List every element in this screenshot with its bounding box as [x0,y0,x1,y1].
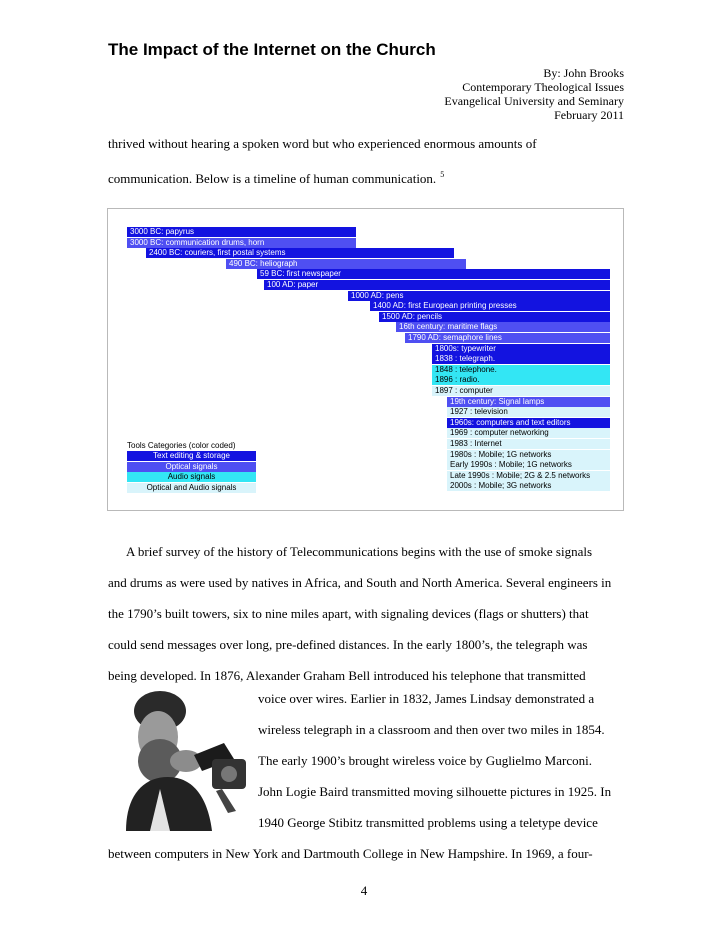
date: February 2011 [554,108,624,122]
body-line: 1940 George Stibitz transmitted problems using a teletype device [258,815,598,830]
alexander-graham-bell-photo [108,689,252,831]
document-title: The Impact of the Internet on the Church [108,40,436,59]
intro-paragraph [108,128,624,194]
timeline-bar: 1983 : Internet [447,439,610,449]
timeline-bar: 3000 BC: communication drums, horn [127,238,356,248]
author: By: John Brooks [543,66,624,80]
course: Contemporary Theological Issues [462,80,624,94]
legend-item: Audio signals [127,472,256,482]
timeline-bar: 1980s : Mobile; 1G networks [447,450,610,460]
timeline-bar: 1800s: typewriter [432,344,610,354]
body-line: being developed. In 1876, Alexander Graham Bell introduced his telephone that transmitted [108,668,586,683]
body-line: and drums as were used by natives in Africa, and South and North America. Several engineers in [108,575,612,590]
byline [444,66,624,122]
timeline-bar: 16th century: maritime flags [396,322,610,332]
wrapped-paragraph [258,683,628,838]
timeline-bar: 100 AD: paper [264,280,610,290]
timeline-bar: 3000 BC: papyrus [127,227,356,237]
body-line: wireless telegraph in a classroom and then over two miles in 1854. [258,722,605,737]
institution: Evangelical University and Seminary [444,94,624,108]
body-paragraph [108,536,624,691]
timeline-bar: 1400 AD: first European printing presses [370,301,610,311]
timeline-bar: 2400 BC: couriers, first postal systems [146,248,454,258]
body-paragraph-end [108,838,624,869]
body-line: voice over wires. Earlier in 1832, James Lindsay demonstrated a [258,691,595,706]
body-line: The early 1900’s brought wireless voice by Guglielmo Marconi. [258,753,592,768]
intro-line: communication. Below is a timeline of human communication. $^5$ [108,170,445,186]
body-line: could send messages over long, pre-defined distances. In the early 1800’s, the telegraph was [108,637,588,652]
timeline-bar: 1897 : computer [432,386,610,396]
body-line: A brief survey of the history of Telecommunications begins with the use of smoke signals [126,544,593,559]
intro-line: thrived without hearing a spoken word but who experienced enormous amounts of [108,136,537,151]
body-line: between computers in New York and Dartmouth College in New Hampshire. In 1969, a four- [108,846,593,861]
timeline-bar: 1838 : telegraph. [432,354,610,364]
timeline-bar: 1960s: computers and text editors [447,418,610,428]
timeline-bar: 2000s : Mobile; 3G networks [447,481,610,491]
timeline-bar: 1790 AD: semaphore lines [405,333,610,343]
legend-item: Optical and Audio signals [127,483,256,493]
page-number: 4 [360,883,368,898]
legend-item: Text editing & storage [127,451,256,461]
footnote-marker: 5 [440,170,445,179]
timeline-bar: Early 1990s : Mobile; 1G networks [447,460,610,470]
timeline-bar: 1000 AD: pens [348,291,610,301]
timeline-bar: 1848 : telephone. [432,365,610,375]
timeline-bar: 1927 : television [447,407,610,417]
legend-title: Tools Categories (color coded) [127,441,236,450]
timeline-bar: 1896 : radio. [432,375,610,385]
timeline-bar: 1969 : computer networking [447,428,610,438]
timeline-bar: 1500 AD: pencils [379,312,610,322]
timeline-chart [107,208,624,511]
timeline-bar: 19th century: Signal lamps [447,397,610,407]
body-line: the 1790’s built towers, six to nine miles apart, with signaling devices (flags or shutters) that [108,606,589,621]
timeline-bar: 59 BC: first newspaper [257,269,610,279]
legend-item: Optical signals [127,462,256,472]
body-line: John Logie Baird transmitted moving silhouette pictures in 1925. In [258,784,612,799]
timeline-bar: Late 1990s : Mobile; 2G & 2.5 networks [447,471,610,481]
timeline-bar: 490 BC: heliograph [226,259,466,269]
